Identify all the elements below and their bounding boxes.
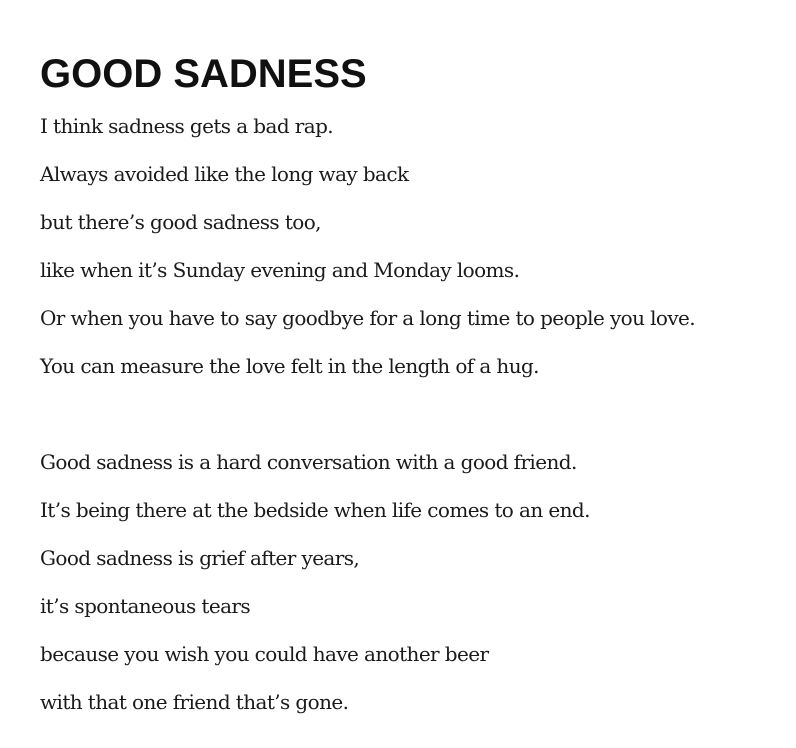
poem-line: it’s spontaneous tears xyxy=(40,594,251,618)
poem-line: I think sadness gets a bad rap. xyxy=(40,114,334,138)
poem-line: Or when you have to say goodbye for a long time to people you love. xyxy=(40,306,696,330)
poem-line: It’s being there at the bedside when life comes to an end. xyxy=(40,498,590,522)
stanza-1 xyxy=(40,102,780,390)
poem-title: GOOD SADNESS xyxy=(40,52,367,96)
poem-line: but there’s good sadness too, xyxy=(40,210,321,234)
poem-line: You can measure the love felt in the length of a hug. xyxy=(40,354,539,378)
poem-line: like when it’s Sunday evening and Monday looms. xyxy=(40,258,520,282)
poem-line: Always avoided like the long way back xyxy=(40,162,409,186)
poem-line: with that one friend that’s gone. xyxy=(40,690,349,714)
poem-line: Good sadness is a hard conversation with a good friend. xyxy=(40,450,577,474)
stanza-2 xyxy=(40,438,780,726)
poem-line: Good sadness is grief after years, xyxy=(40,546,360,570)
poem-line: because you wish you could have another beer xyxy=(40,642,489,666)
poem-page xyxy=(40,48,780,726)
